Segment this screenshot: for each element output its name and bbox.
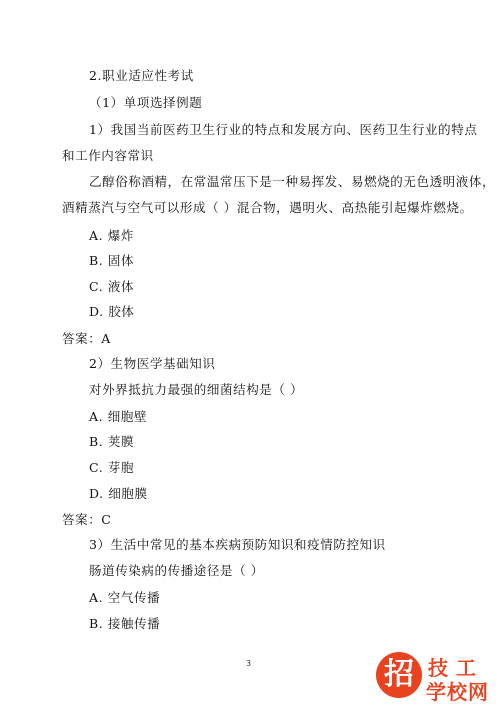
- logo-badge: 招: [376, 652, 422, 698]
- question-1-option-a: A. 爆炸: [89, 228, 134, 243]
- question-2-option-d: D. 细胞膜: [89, 486, 148, 501]
- topic-heading-1: 1）我国当前医药卫生行业的特点和发展方向、医药卫生行业的特点: [89, 122, 478, 137]
- question-3-text: 肠道传染病的传播途径是（ ）: [89, 563, 264, 578]
- site-logo[interactable]: [376, 652, 498, 704]
- question-2-answer: 答案：C: [62, 512, 112, 527]
- question-3-option-b: B. 接触传播: [89, 616, 161, 631]
- question-2-option-c: C. 芽胞: [89, 460, 135, 475]
- question-1-option-c: C. 液体: [89, 279, 135, 294]
- topic-heading-3: 3）生活中常见的基本疾病预防知识和疫情防控知识: [89, 537, 386, 552]
- question-2-option-b: B. 荚膜: [89, 434, 135, 449]
- question-1-option-d: D. 胶体: [89, 304, 135, 319]
- question-1-option-b: B. 固体: [89, 253, 135, 268]
- question-1-text: 乙醇俗称酒精，在常温常压下是一种易挥发、易燃烧的无色透明液体，: [89, 174, 496, 189]
- subsection-heading: （1）单项选择例题: [89, 95, 203, 110]
- question-2-option-a: A. 细胞壁: [89, 409, 148, 424]
- page-number: 3: [246, 659, 252, 668]
- question-2-text: 对外界抵抗力最强的细菌结构是（ ）: [89, 382, 304, 397]
- question-1-answer: 答案：A: [62, 331, 111, 346]
- question-3-option-a: A. 空气传播: [89, 590, 161, 605]
- topic-heading-1-cont: 和工作内容常识: [62, 148, 154, 163]
- section-heading: 2.职业适应性考试: [89, 68, 194, 83]
- logo-text-top: 技工: [428, 656, 484, 680]
- question-1-text-cont: 酒精蒸汽与空气可以形成（ ）混合物，遇明火、高热能引起爆炸燃烧。: [62, 200, 473, 215]
- logo-text-bottom: 学校网: [426, 680, 489, 704]
- topic-heading-2: 2）生物医学基础知识: [89, 356, 216, 371]
